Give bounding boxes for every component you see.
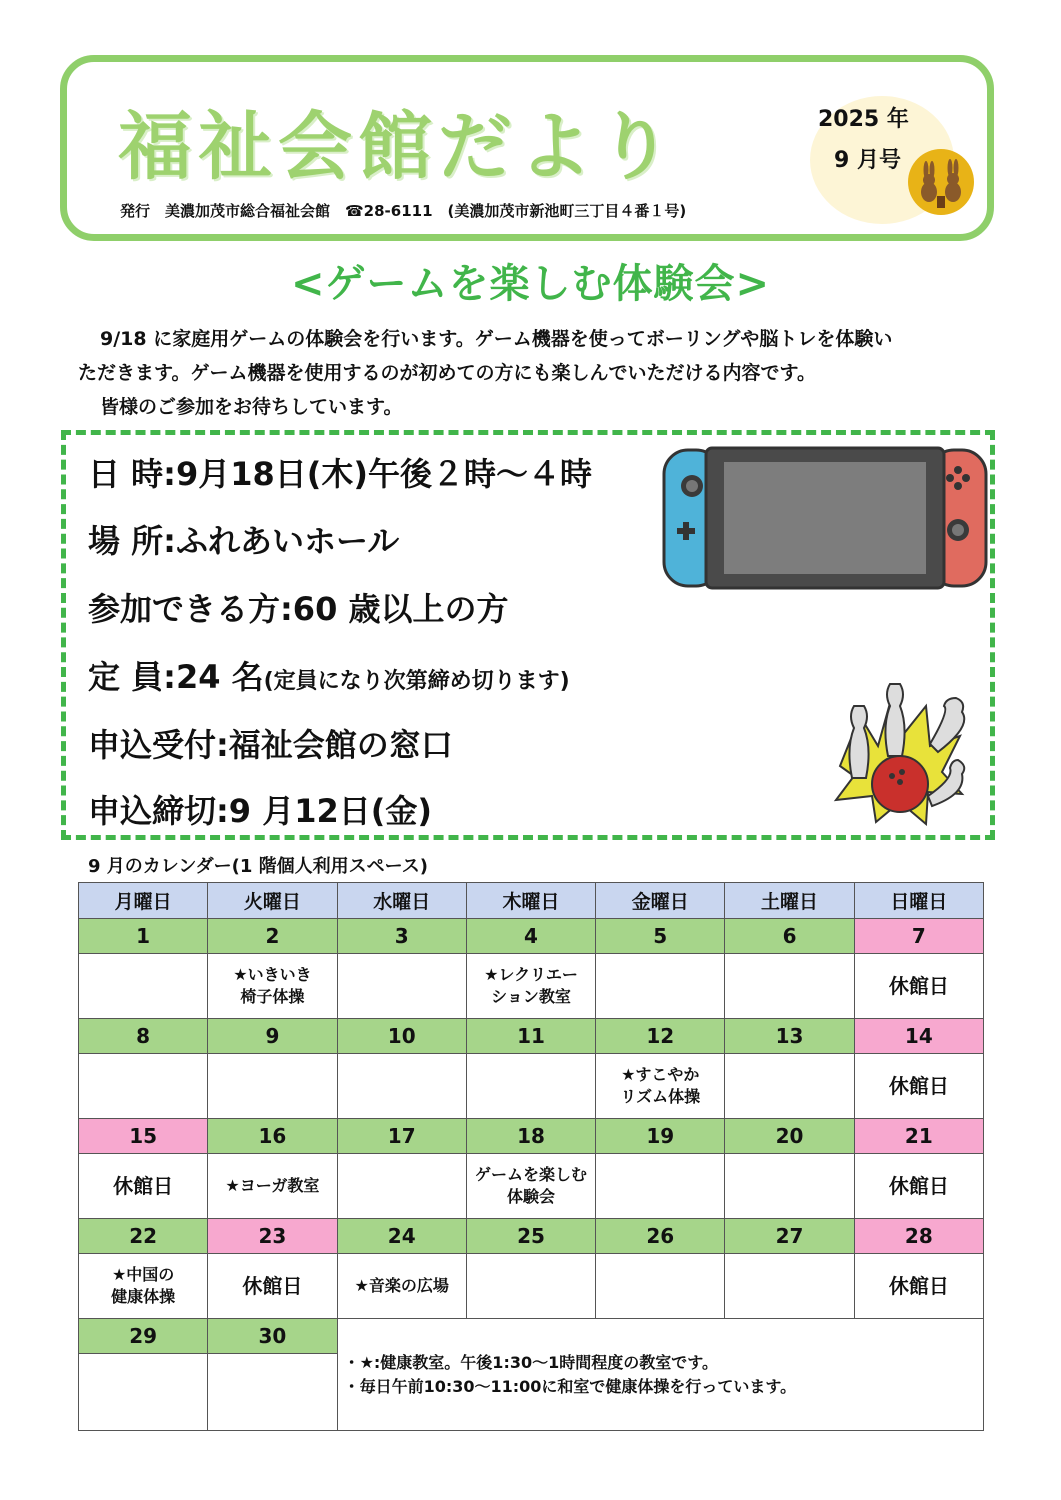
calendar-caption: 9 月のカレンダー(1 階個人利用スペース) [88,856,428,877]
closed-day-label: 休館日 [79,1154,208,1219]
closed-day-label: 休館日 [854,1054,983,1119]
bowling-icon [830,676,970,826]
date-number: 1 [79,919,208,954]
date-number-row [79,919,984,954]
date-number: 26 [596,1219,725,1254]
game-console-icon [662,444,988,592]
date-number: 21 [854,1119,983,1154]
weekday-header: 日曜日 [854,883,983,919]
events-row [79,1154,984,1219]
newsletter-title: 福祉会館だより [118,104,678,190]
detail-reception: 申込受付:福祉会館の窓口 [88,726,453,764]
detail-eligible: 参加できる方:60 歳以上の方 [88,590,509,628]
intro-line: 9/18 に家庭用ゲームの体験会を行います。ゲーム機器を使ってボーリングや脳トレを体験い [100,328,893,350]
day-event: ★音楽の広場 [337,1254,466,1319]
day-event [725,1154,854,1219]
date-number: 2 [208,919,337,954]
date-number: 8 [79,1019,208,1054]
day-event: ★いきいき 椅子体操 [208,954,337,1019]
day-event [725,1254,854,1319]
date-number: 5 [596,919,725,954]
date-number: 10 [337,1019,466,1054]
date-number: 15 [79,1119,208,1154]
september-calendar [78,882,984,1431]
day-event [337,1054,466,1119]
day-event [208,1054,337,1119]
date-number: 20 [725,1119,854,1154]
date-number: 29 [79,1319,208,1354]
date-number: 12 [596,1019,725,1054]
closed-day-label: 休館日 [854,1254,983,1319]
weekday-header-row [79,883,984,919]
weekday-header: 火曜日 [208,883,337,919]
closed-day-label: 休館日 [208,1254,337,1319]
day-event: ゲームを楽しむ 体験会 [466,1154,595,1219]
date-number: 13 [725,1019,854,1054]
date-number: 6 [725,919,854,954]
date-number: 22 [79,1219,208,1254]
date-number: 4 [466,919,595,954]
day-event [337,1154,466,1219]
weekday-header: 木曜日 [466,883,595,919]
calendar-note-line: ・★:健康教室。午後1:30～1時間程度の教室です。 [343,1352,718,1372]
calendar-note-line: ・毎日午前10:30～11:00に和室で健康体操を行っています。 [343,1376,797,1396]
date-number: 28 [854,1219,983,1254]
day-event: ★中国の 健康体操 [79,1254,208,1319]
day-event [725,954,854,1019]
date-number-row [79,1019,984,1054]
date-number-row [79,1319,984,1354]
rabbit-moon-icon [907,148,975,216]
calendar-body [79,919,984,1431]
closed-day-label: 休館日 [854,1154,983,1219]
weekday-header: 月曜日 [79,883,208,919]
event-intro [78,322,1018,424]
day-event [466,1054,595,1119]
capacity-note: (定員になり次第締め切ります) [263,669,570,694]
day-event [208,1354,337,1431]
day-event [466,1254,595,1319]
detail-capacity [88,652,570,698]
issue-month: 9 月号 [834,148,901,173]
day-event [596,1254,725,1319]
day-event: ★ヨーガ教室 [208,1154,337,1219]
date-number: 30 [208,1319,337,1354]
day-event [596,954,725,1019]
detail-place: 場 所:ふれあいホール [88,522,400,560]
date-number: 24 [337,1219,466,1254]
date-number: 25 [466,1219,595,1254]
date-number: 11 [466,1019,595,1054]
day-event [79,1054,208,1119]
closed-day-label: 休館日 [854,954,983,1019]
capacity-text: 定 員:24 名 [88,658,264,696]
date-number: 27 [725,1219,854,1254]
date-number: 19 [596,1119,725,1154]
intro-line: ただきます。ゲーム機器を使用するのが初めての方にも楽しんでいただける内容です。 [78,362,816,384]
intro-line: 皆様のご参加をお待ちしています。 [100,396,403,418]
issue-year: 2025 年 [818,107,909,132]
weekday-header: 土曜日 [725,883,854,919]
calendar-notes [337,1319,983,1431]
events-row [79,1254,984,1319]
day-event [725,1054,854,1119]
detail-datetime: 日 時:9月18日(木)午後２時～４時 [88,455,592,493]
weekday-header: 金曜日 [596,883,725,919]
date-number-row [79,1219,984,1254]
date-number: 18 [466,1119,595,1154]
date-number: 23 [208,1219,337,1254]
events-row [79,954,984,1019]
event-title: <ゲームを楽しむ体験会> [290,261,771,307]
date-number: 3 [337,919,466,954]
day-event [79,1354,208,1431]
day-event [337,954,466,1019]
date-number: 14 [854,1019,983,1054]
date-number: 17 [337,1119,466,1154]
day-event [596,1154,725,1219]
events-row [79,1054,984,1119]
day-event: ★すこやか リズム体操 [596,1054,725,1119]
date-number: 16 [208,1119,337,1154]
publisher-info: 発行 美濃加茂市総合福祉会館 ☎28-6111 (美濃加茂市新池町三丁目４番１号) [120,202,687,220]
date-number: 7 [854,919,983,954]
day-event: ★レクリエー ション教室 [466,954,595,1019]
weekday-header: 水曜日 [337,883,466,919]
date-number-row [79,1119,984,1154]
date-number: 9 [208,1019,337,1054]
day-event [79,954,208,1019]
detail-deadline: 申込締切:9 月12日(金) [88,792,432,830]
